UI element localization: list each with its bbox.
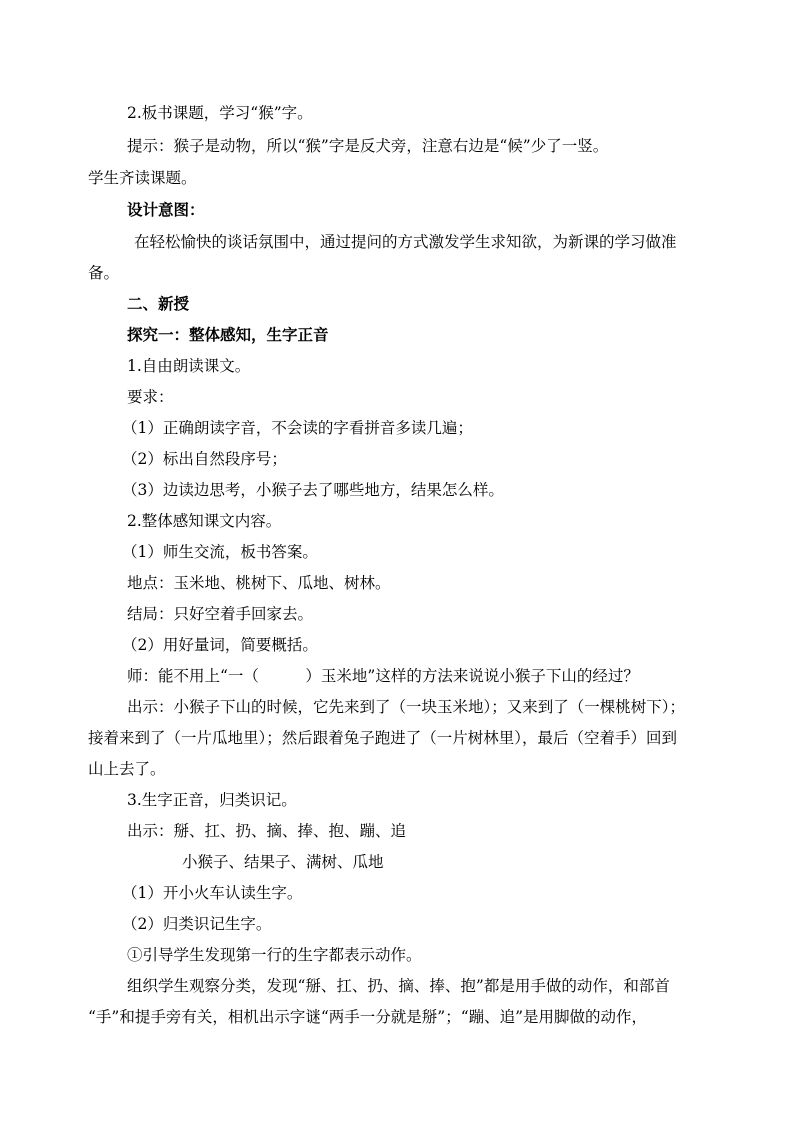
text-line: 出示：小猴子下山的时候，它先来到了（一块玉米地）；又来到了（一棵桃树下）； — [127, 698, 686, 716]
text-line: 要求： — [127, 388, 174, 406]
text-line: 2.整体感知课文内容。 — [127, 512, 282, 530]
text-line: 提示：猴子是动物，所以“猴”字是反犬旁，注意右边是“候”少了一竖。 — [127, 137, 609, 155]
subsection-heading: 探究一：整体感知，生字正音 — [127, 325, 329, 344]
text-line: 组织学生观察分类，发现“掰、扛、扔、摘、捧、抱”都是用手做的动作，和部首 — [127, 977, 670, 995]
text-line: 在轻松愉快的谈话氛围中，通过提问的方式激发学生求知欲，为新课的学习做准 — [134, 233, 677, 251]
text-line: 接着来到了（一片瓜地里）；然后跟着兔子跑进了（一片树林里），最后（空着手）回到 — [88, 729, 678, 747]
text-line: 结局：只好空着手回家去。 — [127, 605, 314, 623]
text-line: （3）边读边思考，小猴子去了哪些地方，结果怎么样。 — [122, 481, 504, 499]
section-label: 设计意图： — [127, 200, 205, 219]
text-line: （1）开小火车认读生字。 — [122, 884, 303, 902]
text-line: 师：能不用上“一（ ）玉米地”这样的方法来说说小猴子下山的经过？ — [127, 667, 639, 685]
text-line: （1）正确朗读字音，不会读的字看拼音多读几遍； — [122, 419, 473, 437]
text-line: 山上去了。 — [88, 760, 166, 778]
text-line: 小猴子、结果子、满树、瓜地 — [182, 853, 384, 871]
text-line: （1）师生交流，板书答案。 — [122, 543, 318, 561]
text-line: 2.板书课题，学习“猴”字。 — [127, 104, 313, 122]
text-line: 1.自由朗读课文。 — [127, 357, 251, 375]
text-line: （2）归类识记生字。 — [122, 915, 272, 933]
text-line: “手”和提手旁有关，相机出示字谜“两手一分就是掰”；“蹦、追”是用脚做的动作， — [88, 1008, 648, 1026]
text-line: 学生齐读课题。 — [88, 169, 197, 187]
text-line: ①引导学生发现第一行的生字都表示动作。 — [127, 946, 422, 964]
text-line: 地点：玉米地、桃树下、瓜地、树林。 — [127, 574, 391, 592]
text-line: （2）标出自然段序号； — [122, 450, 287, 468]
text-line: 3.生字正音，归类识记。 — [127, 791, 297, 809]
section-heading: 二、新授 — [127, 294, 190, 313]
text-line: 备。 — [88, 264, 120, 282]
text-line: （2）用好量词，简要概括。 — [122, 636, 318, 654]
text-line: 出示：掰、扛、扔、摘、捧、抱、蹦、追 — [127, 822, 407, 840]
